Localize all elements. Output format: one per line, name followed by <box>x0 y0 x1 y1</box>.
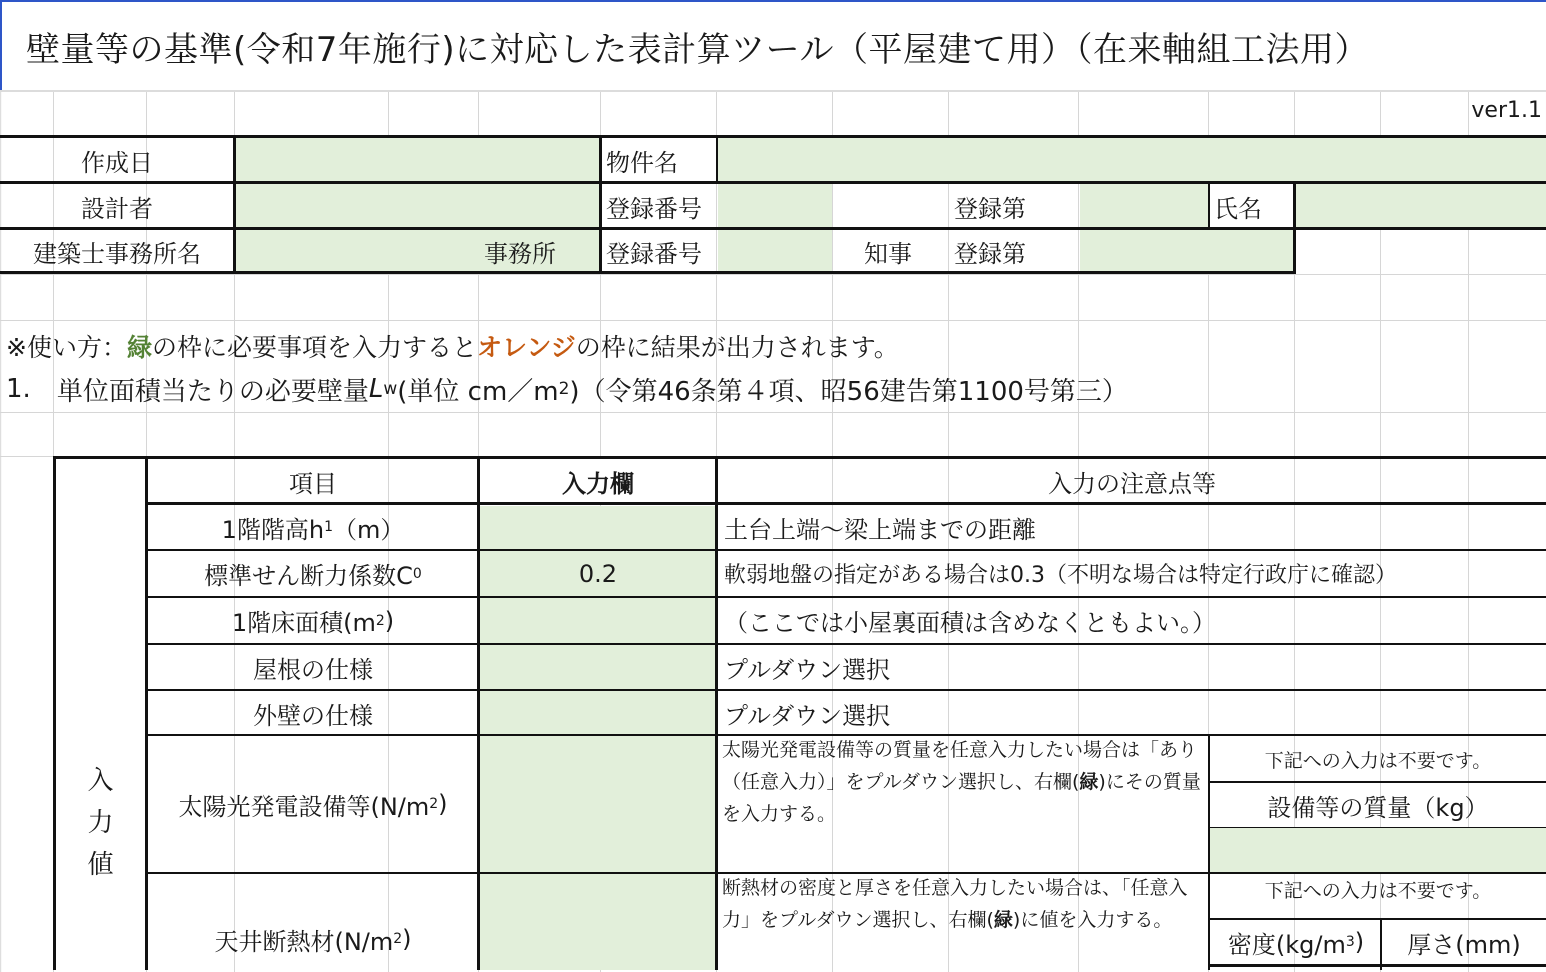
created-date-input[interactable] <box>236 138 600 182</box>
designer-input[interactable] <box>236 184 600 228</box>
insulation-note-b: )に値を入力する。 <box>1012 909 1173 931</box>
side-char: 値 <box>87 850 114 880</box>
solar-note-a: 太陽光発電設備等の質量を任意入力したい場合は「あり（任意入力）」をプルダウン選択し、右欄( <box>722 739 1198 793</box>
shear-coef-text: 標準せん断力係数C <box>204 562 413 590</box>
solar-note-green: 緑 <box>1079 771 1099 793</box>
office-reg-dai-input[interactable] <box>1080 230 1294 272</box>
floor-height-note: 土台上端～梁上端までの距離 <box>724 515 1036 544</box>
instructions-mid: の枠に必要事項を入力すると <box>151 333 477 362</box>
row-wall-spec-label: 外壁の仕様 <box>253 701 373 730</box>
lw-subscript: w <box>383 379 398 399</box>
insulation-note-green: 緑 <box>993 909 1013 931</box>
wall-spec-select[interactable] <box>480 691 716 735</box>
solar-note-b: )にその質量を入力する。 <box>722 771 1201 825</box>
density-sup: 3 <box>1345 934 1355 950</box>
section-text-c: )（令第46条第４項、昭56建告第1100号第三） <box>569 376 1128 407</box>
header-item: 項目 <box>289 469 337 498</box>
instructions <box>6 326 899 366</box>
property-name-label: 物件名 <box>606 148 678 177</box>
roof-spec-note: プルダウン選択 <box>724 655 891 684</box>
roof-spec-select[interactable] <box>480 645 716 689</box>
sub-row-border <box>1210 964 1546 967</box>
shear-coef-sub: 0 <box>412 565 422 582</box>
section-superscript: 2 <box>558 379 570 399</box>
floor-area-note: （ここでは小屋裏面積は含めなくともよい。） <box>724 609 1216 637</box>
solar-tail: ) <box>438 790 448 818</box>
row-insulation-label <box>148 874 478 970</box>
shear-coef-input[interactable]: 0.2 <box>578 559 618 588</box>
sub-row-border <box>1210 827 1546 828</box>
jimusho-label: 事務所 <box>484 239 556 268</box>
input-values-side-label <box>56 760 145 886</box>
designer-label: 設計者 <box>81 194 153 223</box>
info-col-border <box>716 135 718 183</box>
info-col-border <box>1208 181 1210 229</box>
solar-select[interactable] <box>480 736 716 872</box>
density-text: 密度(kg/m <box>1227 930 1346 959</box>
lw-symbol: L <box>368 374 384 404</box>
reg-no-label-2: 登録番号 <box>606 239 702 268</box>
side-char: 入 <box>87 766 114 796</box>
row-floor-area-label <box>148 598 478 643</box>
side-char: 力 <box>87 808 114 838</box>
chiji-label: 知事 <box>864 239 912 268</box>
floor-height-text: 1階階高h <box>221 515 325 544</box>
section-number: 1. <box>6 374 31 404</box>
instructions-orange-word: オレンジ <box>476 333 576 362</box>
floor-area-text: 1階床面積(m <box>231 609 376 637</box>
insulation-text: 天井断熱材(N/m <box>214 927 394 956</box>
insulation-tail: ) <box>402 925 412 953</box>
insulation-sup: 2 <box>393 931 403 947</box>
section-1-heading <box>6 368 1128 410</box>
floor-area-sup: 2 <box>375 612 385 629</box>
solar-sup: 2 <box>429 796 439 812</box>
insulation-note-a: 断熱材の密度と厚さを任意入力したい場合は、「任意入力」をプルダウン選択し、右欄( <box>722 877 1188 931</box>
name-label: 氏名 <box>1214 194 1262 223</box>
created-date-label: 作成日 <box>81 148 153 177</box>
section-text-b: (単位 cm／m <box>397 376 559 407</box>
wall-spec-note: プルダウン選択 <box>724 701 891 730</box>
row-shear-coef-label <box>148 551 478 596</box>
floor-area-input[interactable] <box>480 598 716 643</box>
header-input: 入力欄 <box>562 469 634 498</box>
thickness-label: 厚さ(mm) <box>1407 930 1521 959</box>
solar-text: 太陽光発電設備等(N/m <box>178 792 430 821</box>
shear-coef-note: 軟弱地盤の指定がある場合は0.3（不明な場合は特定行政庁に確認） <box>724 563 1397 588</box>
reg-dai-label: 登録第 <box>954 194 1026 223</box>
table-left-border <box>53 456 56 970</box>
row-solar-label <box>148 736 478 872</box>
floor-height-sub: 1 <box>324 519 333 535</box>
version-label: ver1.1 <box>1471 98 1542 123</box>
floor-area-tail: ) <box>384 606 395 635</box>
reg-no-label: 登録番号 <box>606 194 702 223</box>
designer-reg-no-input[interactable] <box>718 184 832 228</box>
instructions-prefix: ※使い方： <box>6 333 127 362</box>
info-col-border <box>599 135 602 274</box>
designer-name-input[interactable] <box>1296 184 1546 228</box>
solar-mass-label: 設備等の質量（kg） <box>1267 793 1489 822</box>
floor-height-unit: （m） <box>333 515 405 544</box>
floor-height-input[interactable] <box>480 505 716 549</box>
solar-side-note: 下記への入力は不要です。 <box>1264 749 1492 772</box>
office-reg-no-input[interactable] <box>718 230 832 272</box>
title-divider <box>0 90 1546 92</box>
solar-mass-input[interactable] <box>1210 828 1546 872</box>
instructions-green-word: 緑 <box>126 333 152 362</box>
page-title: 壁量等の基準(令和7年施行)に対応した表計算ツール（平屋建て用）（在来軸組工法用） <box>26 30 1369 70</box>
row-floor-height-label <box>148 505 478 549</box>
info-col-border <box>1293 181 1296 274</box>
density-tail: ) <box>1354 928 1365 956</box>
instructions-suffix: の枠に結果が出力されます。 <box>575 333 899 362</box>
density-label <box>1212 920 1380 964</box>
row-roof-spec-label: 屋根の仕様 <box>253 655 373 684</box>
insulation-side-note: 下記への入力は不要です。 <box>1264 879 1492 902</box>
designer-reg-dai-input[interactable] <box>1080 184 1208 228</box>
insulation-note <box>722 872 1204 936</box>
solar-note <box>722 734 1204 830</box>
header-notes: 入力の注意点等 <box>1048 469 1216 498</box>
office-label: 建築士事務所名 <box>33 239 201 268</box>
reg-dai-label-2: 登録第 <box>954 239 1026 268</box>
property-name-input[interactable] <box>718 138 1546 182</box>
insulation-select[interactable] <box>480 874 716 970</box>
section-text-a: 単位面積当たりの必要壁量 <box>56 376 369 407</box>
